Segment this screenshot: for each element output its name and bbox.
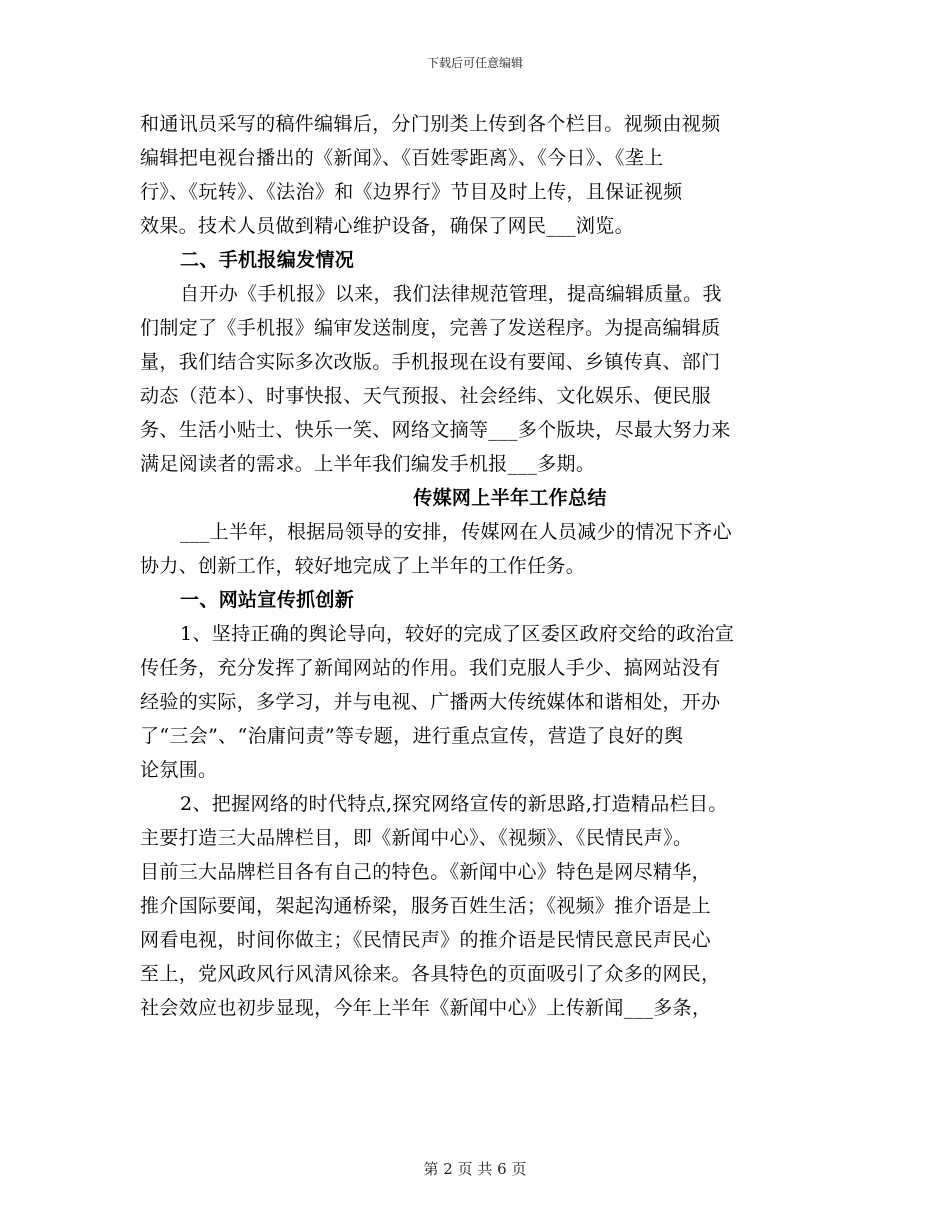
text-line: 行》、《玩转》、《法治》和《边界行》节目及时上传，且保证视频 (140, 181, 683, 203)
text-line: 务、生活小贴士、快乐一笑、网络文摘等___多个版块，尽最大努力来 (140, 419, 731, 441)
text-line: 了“三会”、“治庸问责”等专题，进行重点宣传，营造了良好的舆 (140, 725, 684, 747)
text-line: 目前三大品牌栏目各有自己的特色。《新闻中心》特色是网尽精华， (140, 861, 712, 883)
text-line: 协力、创新工作，较好地完成了上半年的工作任务。 (140, 555, 586, 577)
text-line: 自开办《手机报》以来，我们法律规范管理，提高编辑质量。我 (180, 283, 722, 305)
text-line: 动态（范本）、时事快报、天气预报、社会经纬、文化娱乐、便民服 (140, 385, 712, 407)
text-line: 至上，党风政风行风清风徐来。各具特色的页面吸引了众多的网民， (140, 963, 721, 985)
document-title: 传媒网上半年工作总结 (413, 487, 607, 509)
section-heading: 二、手机报编发情况 (180, 249, 355, 271)
section-heading: 一、网站宣传抓创新 (180, 589, 355, 611)
text-line: 编辑把电视台播出的《新闻》、《百姓零距离》、《今日》、《垄上 (140, 147, 664, 169)
text-line: 和通讯员采写的稿件编辑后，分门别类上传到各个栏目。视频由视频 (140, 113, 721, 135)
text-line: 传任务，充分发挥了新闻网站的作用。我们克服人手少、搞网站没有 (140, 657, 721, 679)
text-line: 1、坚持正确的舆论导向，较好的完成了区委区政府交给的政治宣 (180, 623, 735, 645)
text-line: 主要打造三大品牌栏目，即《新闻中心》、《视频》、《民情民声》。 (140, 827, 693, 849)
page-header: 下载后可任意编辑 (426, 56, 523, 70)
text-line: 2、把握网络的时代特点,探究网络宣传的新思路,打造精品栏目。 (180, 793, 728, 815)
text-line: 社会效应也初步显现，今年上半年《新闻中心》上传新闻___多条， (140, 997, 712, 1019)
document-body (140, 107, 820, 1025)
text-line: ___上半年，根据局领导的安排，传媒网在人员减少的情况下齐心 (180, 521, 733, 543)
page-footer: 第 2 页 共 6 页 (423, 1160, 527, 1178)
text-line: 网看电视，时间你做主；《民情民声》的推介语是民情民意民声民心 (140, 929, 712, 951)
text-line: 量，我们结合实际多次改版。手机报现在设有要闻、乡镇传真、部门 (140, 351, 721, 373)
text-line: 们制定了《手机报》编审发送制度，完善了发送程序。为提高编辑质 (140, 317, 721, 339)
text-line: 效果。技术人员做到精心维护设备，确保了网民___浏览。 (140, 215, 634, 237)
text-line: 经验的实际，多学习，并与电视、广播两大传统媒体和谐相处，开办 (140, 691, 721, 713)
text-line: 满足阅读者的需求。上半年我们编发手机报___多期。 (140, 453, 596, 475)
text-line: 论氛围。 (140, 759, 218, 781)
text-line: 推介国际要闻，架起沟通桥梁，服务百姓生活；《视频》推介语是上 (140, 895, 712, 917)
